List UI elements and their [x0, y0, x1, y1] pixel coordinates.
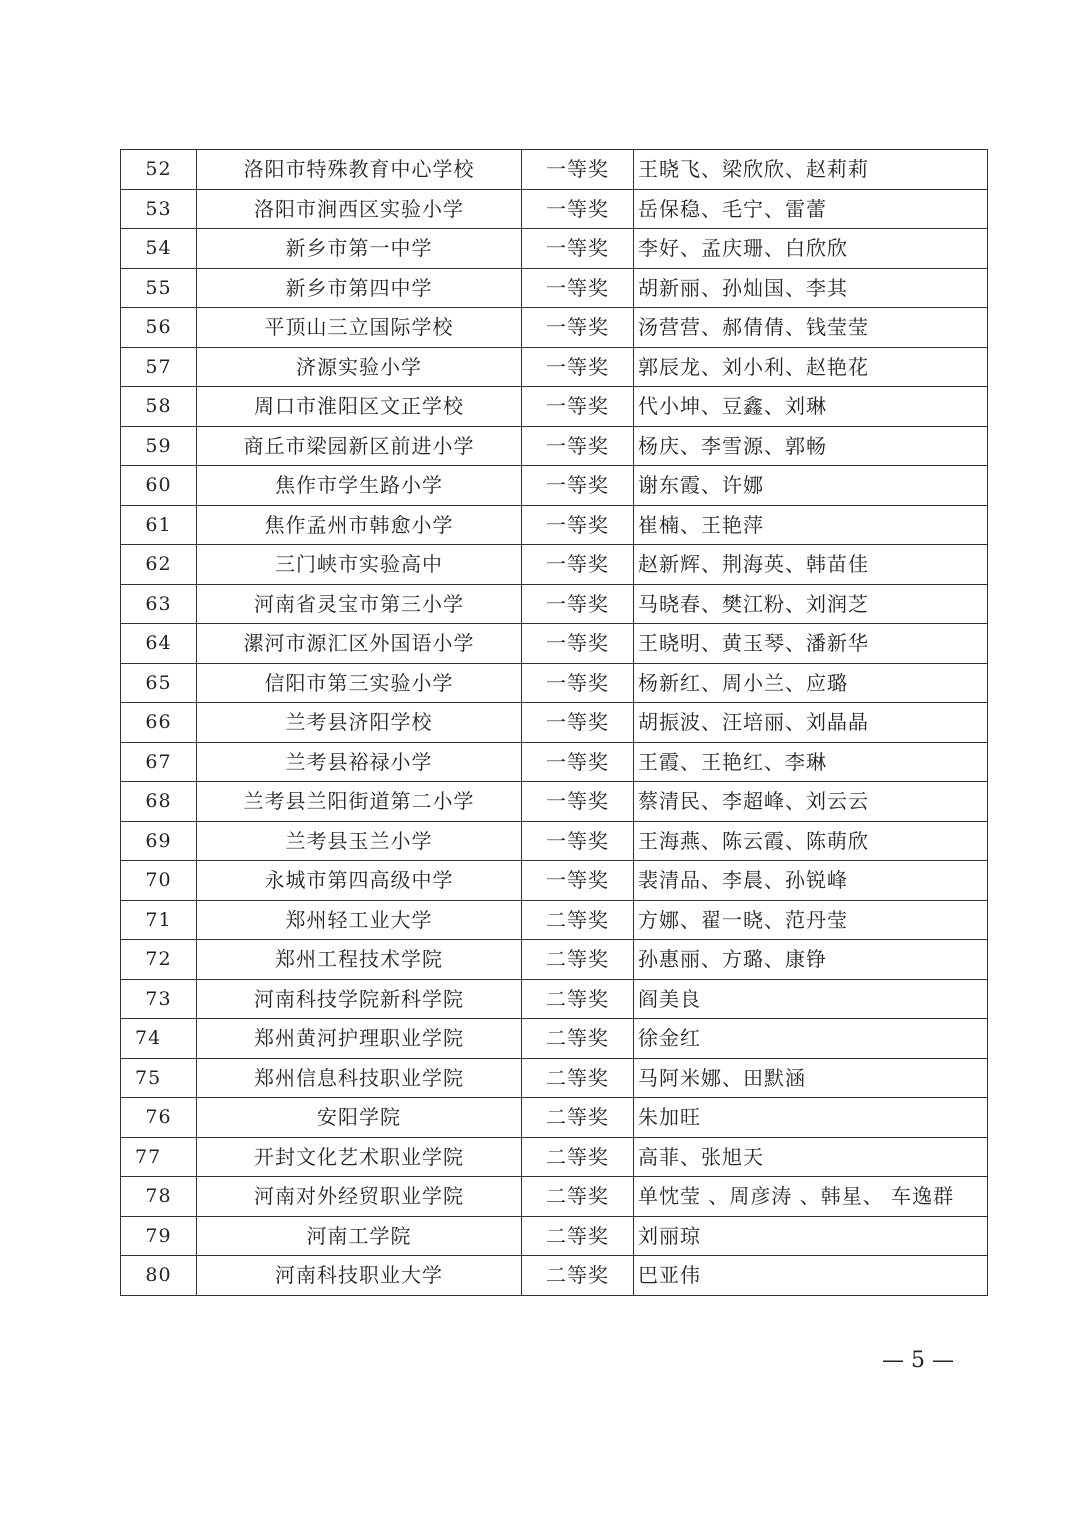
table-row [121, 347, 988, 387]
winner-names: 胡振波、汪培丽、刘晶晶 [634, 703, 988, 743]
row-number: 62 [121, 545, 197, 585]
award-level: 一等奖 [522, 466, 634, 506]
table-row [121, 663, 988, 703]
award-level: 一等奖 [522, 505, 634, 545]
page-number: — 5 — [882, 1348, 954, 1373]
row-number: 72 [121, 940, 197, 980]
school-name: 郑州轻工业大学 [197, 900, 522, 940]
winner-names: 杨庆、李雪源、郭畅 [634, 426, 988, 466]
winner-names: 赵新辉、荆海英、韩苗佳 [634, 545, 988, 585]
winner-names: 朱加旺 [634, 1098, 988, 1138]
row-number: 57 [121, 347, 197, 387]
school-name: 兰考县济阳学校 [197, 703, 522, 743]
row-number: 80 [121, 1256, 197, 1296]
winner-names: 孙惠丽、方璐、康铮 [634, 940, 988, 980]
school-name: 兰考县裕禄小学 [197, 742, 522, 782]
school-name: 焦作孟州市韩愈小学 [197, 505, 522, 545]
award-level: 一等奖 [522, 268, 634, 308]
award-level: 二等奖 [522, 1058, 634, 1098]
school-name: 洛阳市涧西区实验小学 [197, 189, 522, 229]
table-row [121, 624, 988, 664]
table-row [121, 1216, 988, 1256]
school-name: 信阳市第三实验小学 [197, 663, 522, 703]
school-name: 河南科技职业大学 [197, 1256, 522, 1296]
school-name: 平顶山三立国际学校 [197, 308, 522, 348]
award-level: 二等奖 [522, 1098, 634, 1138]
winner-names: 刘丽琼 [634, 1216, 988, 1256]
school-name: 郑州信息科技职业学院 [197, 1058, 522, 1098]
award-level: 二等奖 [522, 1177, 634, 1217]
school-name: 漯河市源汇区外国语小学 [197, 624, 522, 664]
row-number: 54 [121, 229, 197, 269]
row-number: 67 [121, 742, 197, 782]
table-row [121, 1019, 988, 1059]
award-level: 一等奖 [522, 426, 634, 466]
award-level: 一等奖 [522, 663, 634, 703]
table-row [121, 1177, 988, 1217]
school-name: 三门峡市实验高中 [197, 545, 522, 585]
row-number: 73 [121, 979, 197, 1019]
table-row [121, 268, 988, 308]
school-name: 焦作市学生路小学 [197, 466, 522, 506]
winner-names: 王霞、王艳红、李琳 [634, 742, 988, 782]
school-name: 河南科技学院新科学院 [197, 979, 522, 1019]
school-name: 济源实验小学 [197, 347, 522, 387]
award-level: 一等奖 [522, 545, 634, 585]
award-level: 一等奖 [522, 624, 634, 664]
school-name: 安阳学院 [197, 1098, 522, 1138]
row-number: 77 [121, 1137, 197, 1177]
table-row [121, 150, 988, 190]
award-level: 二等奖 [522, 900, 634, 940]
table-row [121, 821, 988, 861]
school-name: 洛阳市特殊教育中心学校 [197, 150, 522, 190]
winner-names: 裴清品、李晨、孙锐峰 [634, 861, 988, 901]
winner-names: 方娜、翟一晓、范丹莹 [634, 900, 988, 940]
row-number: 66 [121, 703, 197, 743]
award-level: 二等奖 [522, 940, 634, 980]
winner-names: 李好、孟庆珊、白欣欣 [634, 229, 988, 269]
table-row [121, 545, 988, 585]
table-row [121, 229, 988, 269]
winner-names: 王晓飞、梁欣欣、赵莉莉 [634, 150, 988, 190]
school-name: 兰考县玉兰小学 [197, 821, 522, 861]
winner-names: 王海燕、陈云霞、陈萌欣 [634, 821, 988, 861]
table-row [121, 387, 988, 427]
award-table [120, 149, 988, 1296]
award-level: 一等奖 [522, 861, 634, 901]
school-name: 河南对外经贸职业学院 [197, 1177, 522, 1217]
winner-names: 徐金红 [634, 1019, 988, 1059]
row-number: 69 [121, 821, 197, 861]
award-level: 一等奖 [522, 308, 634, 348]
table-row [121, 940, 988, 980]
winner-names: 胡新丽、孙灿国、李其 [634, 268, 988, 308]
award-level: 二等奖 [522, 1019, 634, 1059]
table-row [121, 505, 988, 545]
school-name: 郑州黄河护理职业学院 [197, 1019, 522, 1059]
school-name: 兰考县兰阳街道第二小学 [197, 782, 522, 822]
award-level: 二等奖 [522, 1137, 634, 1177]
row-number: 52 [121, 150, 197, 190]
award-level: 一等奖 [522, 821, 634, 861]
row-number: 59 [121, 426, 197, 466]
winner-names: 马阿米娜、田默涵 [634, 1058, 988, 1098]
table-row [121, 861, 988, 901]
award-level: 一等奖 [522, 742, 634, 782]
school-name: 永城市第四高级中学 [197, 861, 522, 901]
award-level: 一等奖 [522, 387, 634, 427]
school-name: 新乡市第一中学 [197, 229, 522, 269]
row-number: 71 [121, 900, 197, 940]
winner-names: 马晓春、樊江粉、刘润芝 [634, 584, 988, 624]
school-name: 商丘市梁园新区前进小学 [197, 426, 522, 466]
table-row [121, 900, 988, 940]
row-number: 61 [121, 505, 197, 545]
school-name: 周口市淮阳区文正学校 [197, 387, 522, 427]
table-row [121, 1058, 988, 1098]
row-number: 70 [121, 861, 197, 901]
table-row [121, 782, 988, 822]
winner-names: 杨新红、周小兰、应璐 [634, 663, 988, 703]
row-number: 65 [121, 663, 197, 703]
award-level: 一等奖 [522, 150, 634, 190]
row-number: 79 [121, 1216, 197, 1256]
row-number: 55 [121, 268, 197, 308]
table-row [121, 308, 988, 348]
winner-names: 阎美良 [634, 979, 988, 1019]
school-name: 河南工学院 [197, 1216, 522, 1256]
row-number: 78 [121, 1177, 197, 1217]
award-level: 二等奖 [522, 1216, 634, 1256]
winner-names: 巴亚伟 [634, 1256, 988, 1296]
school-name: 开封文化艺术职业学院 [197, 1137, 522, 1177]
row-number: 74 [121, 1019, 197, 1059]
row-number: 63 [121, 584, 197, 624]
award-level: 二等奖 [522, 979, 634, 1019]
row-number: 64 [121, 624, 197, 664]
winner-names: 谢东霞、许娜 [634, 466, 988, 506]
table-row [121, 426, 988, 466]
table-row [121, 1137, 988, 1177]
table-row [121, 742, 988, 782]
school-name: 郑州工程技术学院 [197, 940, 522, 980]
table-row [121, 584, 988, 624]
table-row [121, 1256, 988, 1296]
table-row [121, 703, 988, 743]
winner-names: 崔楠、王艳萍 [634, 505, 988, 545]
row-number: 75 [121, 1058, 197, 1098]
award-level: 一等奖 [522, 229, 634, 269]
school-name: 新乡市第四中学 [197, 268, 522, 308]
table-row [121, 1098, 988, 1138]
award-level: 一等奖 [522, 347, 634, 387]
award-level: 二等奖 [522, 1256, 634, 1296]
winner-names: 王晓明、黄玉琴、潘新华 [634, 624, 988, 664]
winner-names: 蔡清民、李超峰、刘云云 [634, 782, 988, 822]
row-number: 60 [121, 466, 197, 506]
award-level: 一等奖 [522, 703, 634, 743]
winner-names: 郭辰龙、刘小利、赵艳花 [634, 347, 988, 387]
winner-names: 单忱莹 、周彦涛 、韩星、 车逸群 [634, 1177, 988, 1217]
row-number: 68 [121, 782, 197, 822]
award-level: 一等奖 [522, 782, 634, 822]
table-row [121, 189, 988, 229]
row-number: 58 [121, 387, 197, 427]
school-name: 河南省灵宝市第三小学 [197, 584, 522, 624]
table-row [121, 979, 988, 1019]
winner-names: 岳保稳、毛宁、雷蕾 [634, 189, 988, 229]
row-number: 53 [121, 189, 197, 229]
award-level: 一等奖 [522, 584, 634, 624]
award-table-body [121, 150, 988, 1296]
award-level: 一等奖 [522, 189, 634, 229]
row-number: 76 [121, 1098, 197, 1138]
winner-names: 高菲、张旭天 [634, 1137, 988, 1177]
table-row [121, 466, 988, 506]
winner-names: 汤营营、郝倩倩、钱莹莹 [634, 308, 988, 348]
winner-names: 代小坤、豆鑫、刘琳 [634, 387, 988, 427]
row-number: 56 [121, 308, 197, 348]
